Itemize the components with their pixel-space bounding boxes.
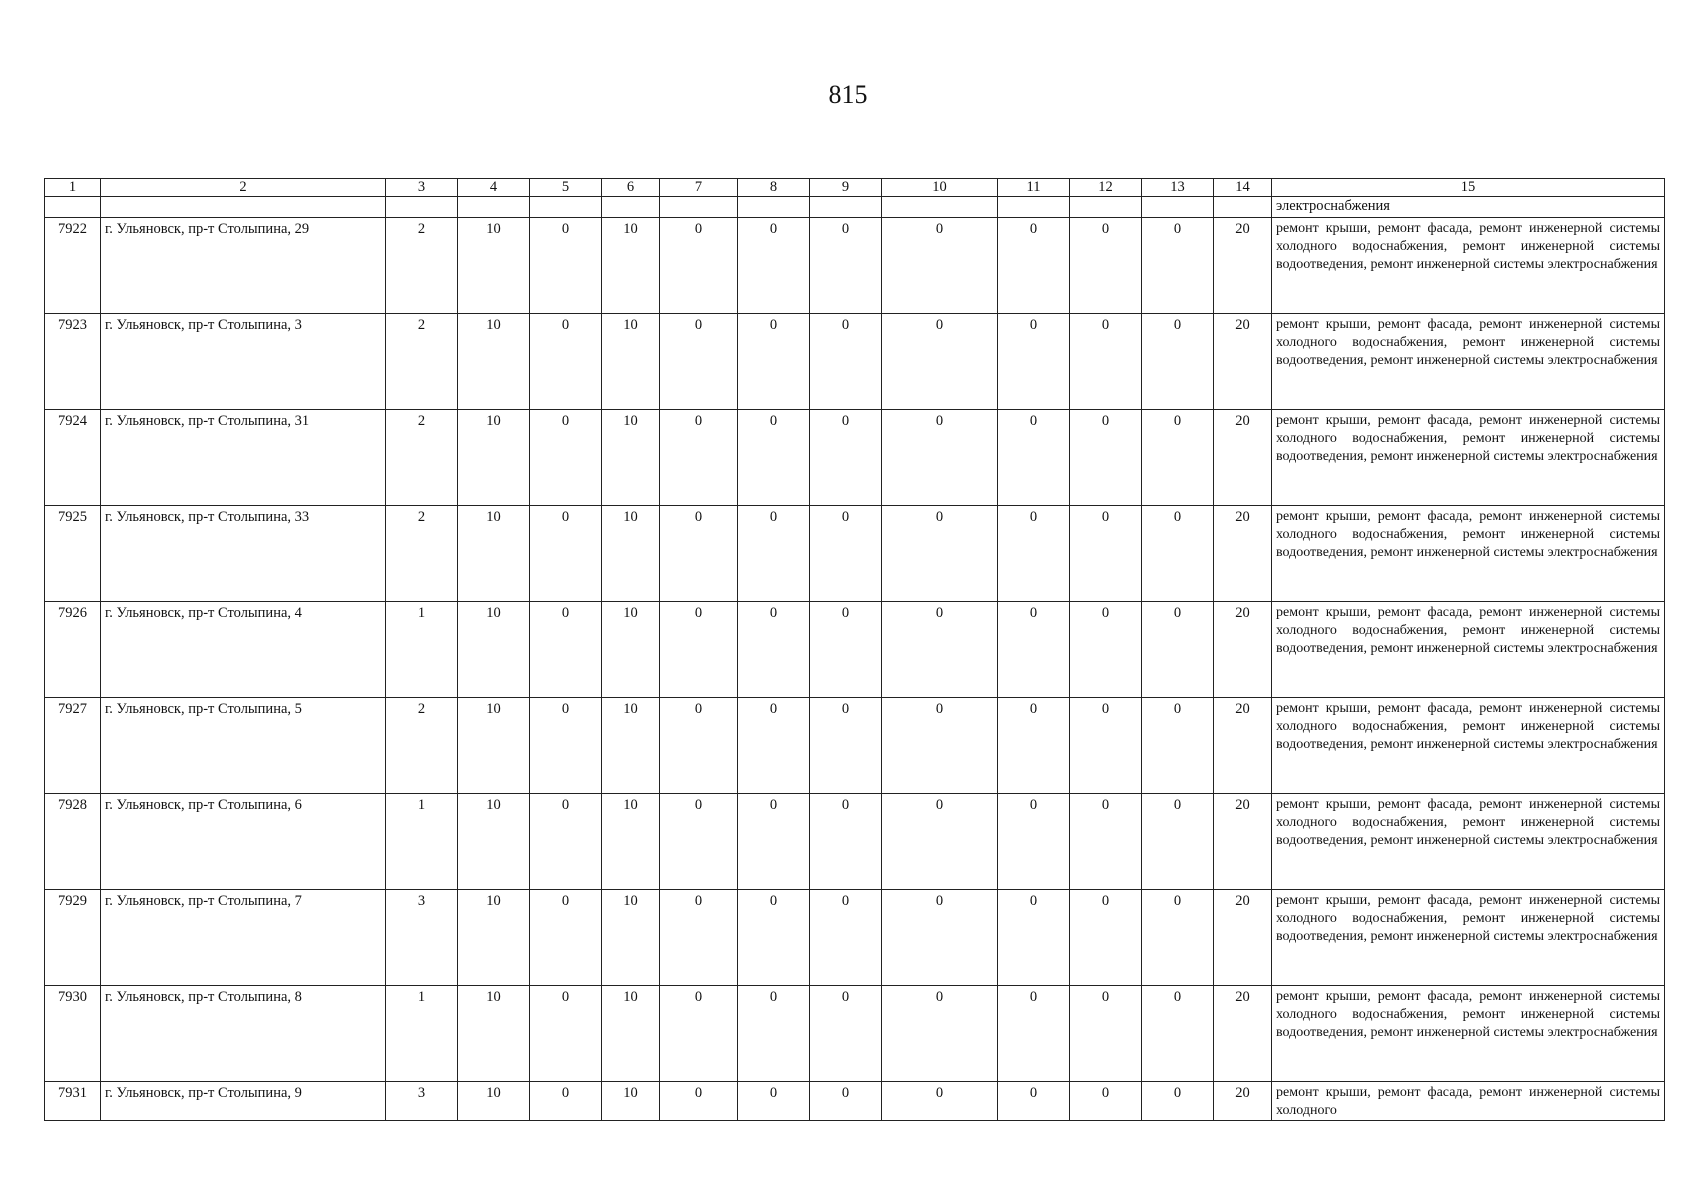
value-cell-c6: 10 [602,1082,660,1121]
value-cell-c13: 0 [1142,602,1214,698]
table-row [45,794,1665,890]
value-cell-c14: 20 [1214,506,1272,602]
value-cell-c11: 0 [998,794,1070,890]
value-cell-c5: 0 [530,602,602,698]
value-cell-c11: 0 [998,314,1070,410]
address-cell: г. Ульяновск, пр-т Столыпина, 31 [101,410,386,506]
value-cell-c3: 2 [386,506,458,602]
value-cell-c7: 0 [660,218,738,314]
column-header: 3 [386,179,458,197]
value-cell-c9: 0 [810,986,882,1082]
value-cell-c4: 10 [458,314,530,410]
value-cell-c6: 10 [602,794,660,890]
value-cell-c14: 20 [1214,314,1272,410]
address-cell: г. Ульяновск, пр-т Столыпина, 29 [101,218,386,314]
table-row [45,314,1665,410]
value-cell-c12: 0 [1070,314,1142,410]
address-cell: г. Ульяновск, пр-т Столыпина, 3 [101,314,386,410]
value-cell-c11: 0 [998,410,1070,506]
address-cell: г. Ульяновск, пр-т Столыпина, 8 [101,986,386,1082]
works-cell: ремонт крыши, ремонт фасада, ремонт инженерной системы холодного водоснабжения, ремонт инженерной системы водоотведения, ремонт инженерной системы электроснабжения [1272,410,1665,506]
row-id: 7926 [45,602,101,698]
value-cell-c8: 0 [738,890,810,986]
value-cell-c4: 10 [458,410,530,506]
value-cell-c14: 20 [1214,410,1272,506]
column-number-row [45,179,1665,197]
row-id: 7929 [45,890,101,986]
works-cell: ремонт крыши, ремонт фасада, ремонт инженерной системы холодного водоснабжения, ремонт инженерной системы водоотведения, ремонт инженерной системы электроснабжения [1272,602,1665,698]
value-cell-c8: 0 [738,1082,810,1121]
value-cell-c4: 10 [458,218,530,314]
value-cell-c4: 10 [458,794,530,890]
value-cell-c5: 0 [530,890,602,986]
value-cell-c9: 0 [810,794,882,890]
value-cell-c10: 0 [882,890,998,986]
value-cell-c10: 0 [882,602,998,698]
value-cell-c12: 0 [1070,218,1142,314]
value-cell-c4: 10 [458,1082,530,1121]
value-cell-c11: 0 [998,506,1070,602]
value-cell-c13: 0 [1142,890,1214,986]
value-cell-c12: 0 [1070,506,1142,602]
value-cell-c7: 0 [660,986,738,1082]
value-cell-c14: 20 [1214,698,1272,794]
value-cell-c8: 0 [738,986,810,1082]
value-cell-c3: 2 [386,698,458,794]
column-header: 12 [1070,179,1142,197]
value-cell-c11: 0 [998,698,1070,794]
address-cell: г. Ульяновск, пр-т Столыпина, 4 [101,602,386,698]
row-id: 7930 [45,986,101,1082]
value-cell-c9: 0 [810,890,882,986]
column-header: 1 [45,179,101,197]
column-header: 8 [738,179,810,197]
value-cell-c11: 0 [998,1082,1070,1121]
value-cell-c8: 0 [738,218,810,314]
works-cell: ремонт крыши, ремонт фасада, ремонт инженерной системы холодного водоснабжения, ремонт инженерной системы водоотведения, ремонт инженерной системы электроснабжения [1272,218,1665,314]
value-cell-c4: 10 [458,698,530,794]
value-cell-c3: 1 [386,794,458,890]
value-cell-c5: 0 [530,794,602,890]
value-cell-c12: 0 [1070,410,1142,506]
column-header: 14 [1214,179,1272,197]
value-cell-c7: 0 [660,1082,738,1121]
value-cell-c10: 0 [882,506,998,602]
column-header: 13 [1142,179,1214,197]
value-cell-c14: 20 [1214,890,1272,986]
value-cell-c5: 0 [530,1082,602,1121]
value-cell-c11: 0 [998,218,1070,314]
value-cell-c13: 0 [1142,506,1214,602]
value-cell-c8: 0 [738,794,810,890]
value-cell-c9: 0 [810,410,882,506]
value-cell-c8: 0 [738,602,810,698]
value-cell-c6: 10 [602,602,660,698]
value-cell-c9: 0 [810,506,882,602]
value-cell-c3: 2 [386,218,458,314]
value-cell-c5: 0 [530,506,602,602]
works-cell: ремонт крыши, ремонт фасада, ремонт инженерной системы холодного водоснабжения, ремонт инженерной системы водоотведения, ремонт инженерной системы электроснабжения [1272,506,1665,602]
value-cell-c12: 0 [1070,794,1142,890]
column-header: 6 [602,179,660,197]
table-row [45,698,1665,794]
value-cell-c5: 0 [530,410,602,506]
value-cell-c5: 0 [530,986,602,1082]
address-cell: г. Ульяновск, пр-т Столыпина, 5 [101,698,386,794]
table-row [45,890,1665,986]
column-header: 9 [810,179,882,197]
value-cell-c6: 10 [602,986,660,1082]
works-cell: ремонт крыши, ремонт фасада, ремонт инженерной системы холодного водоснабжения, ремонт инженерной системы водоотведения, ремонт инженерной системы электроснабжения [1272,986,1665,1082]
column-header: 11 [998,179,1070,197]
value-cell-c11: 0 [998,890,1070,986]
column-header: 10 [882,179,998,197]
value-cell-c4: 10 [458,986,530,1082]
table-row [45,1082,1665,1121]
column-header: 2 [101,179,386,197]
value-cell-c10: 0 [882,986,998,1082]
table-row [45,218,1665,314]
value-cell-c10: 0 [882,314,998,410]
value-cell-c5: 0 [530,698,602,794]
value-cell-c5: 0 [530,314,602,410]
value-cell-c12: 0 [1070,602,1142,698]
value-cell-c6: 10 [602,698,660,794]
value-cell-c10: 0 [882,794,998,890]
value-cell-c7: 0 [660,410,738,506]
value-cell-c4: 10 [458,890,530,986]
row-id: 7924 [45,410,101,506]
row-id: 7931 [45,1082,101,1121]
value-cell-c14: 20 [1214,1082,1272,1121]
value-cell-c3: 2 [386,410,458,506]
value-cell-c11: 0 [998,602,1070,698]
value-cell-c14: 20 [1214,602,1272,698]
column-header: 7 [660,179,738,197]
page-number: 815 [828,80,868,109]
value-cell-c12: 0 [1070,1082,1142,1121]
value-cell-c7: 0 [660,506,738,602]
value-cell-c12: 0 [1070,698,1142,794]
row-id: 7925 [45,506,101,602]
works-cell: ремонт крыши, ремонт фасада, ремонт инженерной системы холодного водоснабжения, ремонт инженерной системы водоотведения, ремонт инженерной системы электроснабжения [1272,890,1665,986]
works-cell: ремонт крыши, ремонт фасада, ремонт инженерной системы холодного [1272,1082,1665,1121]
works-cell: ремонт крыши, ремонт фасада, ремонт инженерной системы холодного водоснабжения, ремонт инженерной системы водоотведения, ремонт инженерной системы электроснабжения [1272,794,1665,890]
value-cell-c10: 0 [882,410,998,506]
value-cell-c3: 1 [386,986,458,1082]
value-cell-c7: 0 [660,890,738,986]
value-cell-c3: 3 [386,890,458,986]
row-id: 7928 [45,794,101,890]
value-cell-c11: 0 [998,986,1070,1082]
value-cell-c10: 0 [882,1082,998,1121]
value-cell-c14: 20 [1214,986,1272,1082]
table-row [45,602,1665,698]
table-body [45,197,1665,1121]
value-cell-c8: 0 [738,410,810,506]
value-cell-c3: 1 [386,602,458,698]
table-header [45,179,1665,197]
value-cell-c5: 0 [530,218,602,314]
value-cell-c13: 0 [1142,218,1214,314]
value-cell-c3: 2 [386,314,458,410]
value-cell-c7: 0 [660,314,738,410]
value-cell-c13: 0 [1142,794,1214,890]
value-cell-c6: 10 [602,218,660,314]
works-continuation: электроснабжения [1272,197,1665,218]
value-cell-c8: 0 [738,506,810,602]
value-cell-c3: 3 [386,1082,458,1121]
value-cell-c14: 20 [1214,218,1272,314]
value-cell-c9: 0 [810,314,882,410]
value-cell-c13: 0 [1142,698,1214,794]
address-cell: г. Ульяновск, пр-т Столыпина, 9 [101,1082,386,1121]
value-cell-c12: 0 [1070,890,1142,986]
value-cell-c9: 0 [810,1082,882,1121]
works-cell: ремонт крыши, ремонт фасада, ремонт инженерной системы холодного водоснабжения, ремонт инженерной системы водоотведения, ремонт инженерной системы электроснабжения [1272,314,1665,410]
value-cell-c4: 10 [458,506,530,602]
value-cell-c6: 10 [602,410,660,506]
row-id: 7922 [45,218,101,314]
value-cell-c8: 0 [738,698,810,794]
value-cell-c7: 0 [660,794,738,890]
address-cell: г. Ульяновск, пр-т Столыпина, 7 [101,890,386,986]
value-cell-c6: 10 [602,890,660,986]
value-cell-c10: 0 [882,698,998,794]
row-id: 7927 [45,698,101,794]
value-cell-c8: 0 [738,314,810,410]
column-header: 15 [1272,179,1665,197]
value-cell-c9: 0 [810,602,882,698]
value-cell-c7: 0 [660,698,738,794]
table-row [45,410,1665,506]
value-cell-c6: 10 [602,314,660,410]
value-cell-c6: 10 [602,506,660,602]
value-cell-c13: 0 [1142,1082,1214,1121]
column-header: 5 [530,179,602,197]
value-cell-c12: 0 [1070,986,1142,1082]
table-row [45,506,1665,602]
repair-program-table [44,178,1665,1121]
address-cell: г. Ульяновск, пр-т Столыпина, 33 [101,506,386,602]
value-cell-c4: 10 [458,602,530,698]
value-cell-c13: 0 [1142,314,1214,410]
row-id: 7923 [45,314,101,410]
value-cell-c9: 0 [810,698,882,794]
value-cell-c7: 0 [660,602,738,698]
address-cell: г. Ульяновск, пр-т Столыпина, 6 [101,794,386,890]
value-cell-c9: 0 [810,218,882,314]
value-cell-c10: 0 [882,218,998,314]
value-cell-c14: 20 [1214,794,1272,890]
continuation-row [45,197,1665,218]
value-cell-c13: 0 [1142,410,1214,506]
value-cell-c13: 0 [1142,986,1214,1082]
table-row [45,986,1665,1082]
works-cell: ремонт крыши, ремонт фасада, ремонт инженерной системы холодного водоснабжения, ремонт инженерной системы водоотведения, ремонт инженерной системы электроснабжения [1272,698,1665,794]
column-header: 4 [458,179,530,197]
